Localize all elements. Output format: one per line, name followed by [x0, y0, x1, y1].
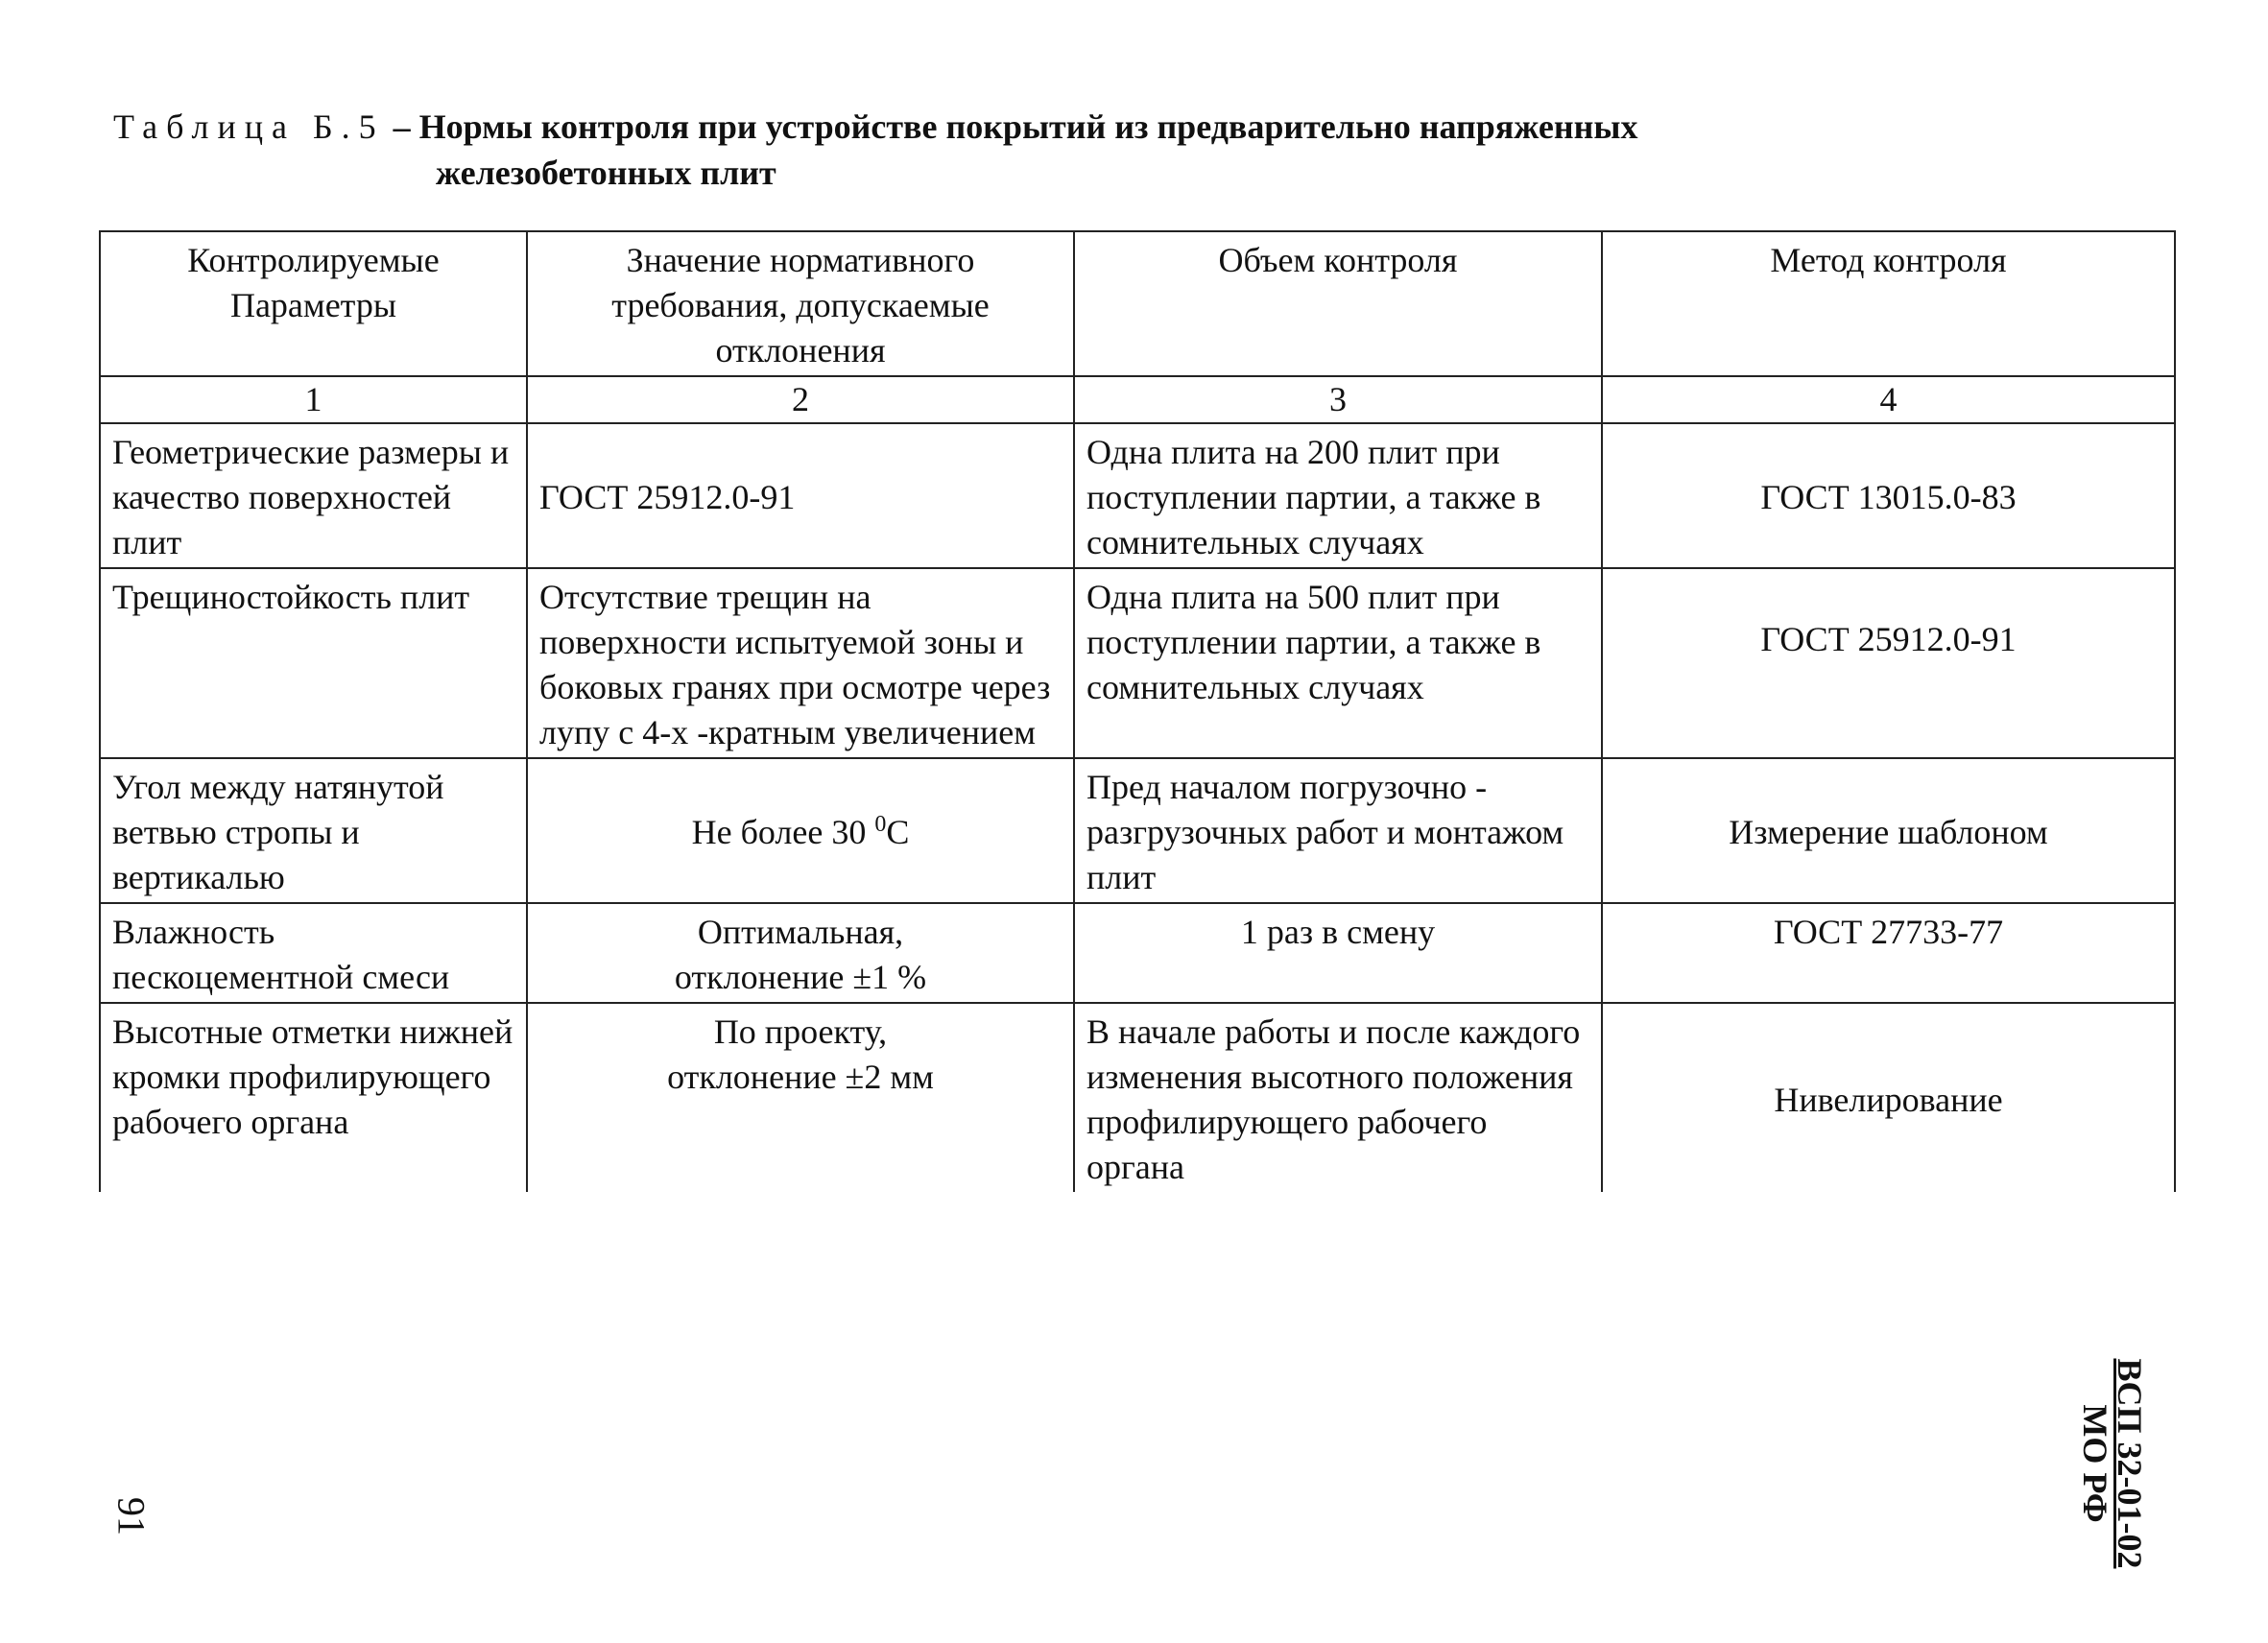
column-number: 1 — [100, 376, 527, 423]
cell-volume: Одна плита на 200 плит при поступлении партии, а также в сомнительных случаях — [1074, 423, 1602, 568]
document-code — [2078, 1310, 2147, 1617]
requirement-angle-value: Не более 30 — [691, 813, 875, 851]
table-row — [100, 423, 2175, 568]
column-number: 3 — [1074, 376, 1602, 423]
degree-mark: 0 — [874, 812, 887, 837]
requirement-line2: отклонение ±1 % — [674, 958, 927, 996]
header-requirement: Значение нормативного требования, допускаемые отклонения — [527, 231, 1074, 376]
requirement-line1: Оптимальная, — [697, 913, 904, 951]
cell-parameter: Угол между натянутой ветвью стропы и вертикалью — [100, 758, 527, 903]
cell-parameter: Трещиностойкость плит — [100, 568, 527, 758]
cell-requirement: ГОСТ 25912.0-91 — [527, 423, 1074, 568]
cell-method: Нивелирование — [1602, 1003, 2175, 1192]
cell-parameter: Высотные отметки нижней кромки профилирующего рабочего органа — [100, 1003, 527, 1192]
table-row — [100, 758, 2175, 903]
column-number: 4 — [1602, 376, 2175, 423]
document-code-org: МО РФ — [2076, 1404, 2114, 1523]
table-row — [100, 568, 2175, 758]
table-row — [100, 903, 2175, 1003]
requirement-angle-unit: С — [886, 813, 910, 851]
table-row — [100, 1003, 2175, 1192]
table-header-row — [100, 231, 2175, 376]
cell-method: Измерение шаблоном — [1602, 758, 2175, 903]
requirement-line1: По проекту, — [713, 1012, 888, 1051]
page-number — [107, 1478, 155, 1555]
cell-requirement — [527, 903, 1074, 1003]
cell-volume: Одна плита на 500 плит при поступлении партии, а также в сомнительных случаях — [1074, 568, 1602, 758]
requirement-line2: отклонение ±2 мм — [667, 1058, 934, 1096]
cell-requirement — [527, 1003, 1074, 1192]
cell-volume: В начале работы и после каждого изменения высотного положения профилирующего рабочего органа — [1074, 1003, 1602, 1192]
cell-parameter: Влажность пескоцементной смеси — [100, 903, 527, 1003]
cell-volume: 1 раз в смену — [1074, 903, 1602, 1003]
cell-parameter: Геометрические размеры и качество поверхностей плит — [100, 423, 527, 568]
document-code-number: ВСП 32-01-02 — [2111, 1358, 2149, 1569]
header-method: Метод контроля — [1602, 231, 2175, 376]
control-norms-table — [99, 230, 2176, 1192]
cell-method: ГОСТ 13015.0-83 — [1602, 423, 2175, 568]
caption-dash: – — [384, 107, 419, 146]
column-number: 2 — [527, 376, 1074, 423]
caption-title-line1: Нормы контроля при устройстве покрытий из предварительно напряженных — [418, 107, 1638, 146]
cell-volume: Пред началом погрузочно - разгрузочных работ и монтажом плит — [1074, 758, 1602, 903]
cell-requirement — [527, 758, 1074, 903]
caption-label: Таблица Б.5 — [113, 107, 385, 146]
cell-method: ГОСТ 25912.0-91 — [1602, 568, 2175, 758]
cell-requirement: Отсутствие трещин на поверхности испытуемой зоны и боковых гранях при осмотре через лупу с 4-х -кратным увеличением — [527, 568, 1074, 758]
cell-method: ГОСТ 27733-77 — [1602, 903, 2175, 1003]
caption-title-line2: железобетонных плит — [436, 154, 776, 192]
table-caption — [113, 104, 2177, 196]
header-volume: Объем контроля — [1074, 231, 1602, 376]
page-number-text: 91 — [109, 1497, 154, 1536]
header-parameter: Контролируемые Параметры — [100, 231, 527, 376]
column-number-row — [100, 376, 2175, 423]
